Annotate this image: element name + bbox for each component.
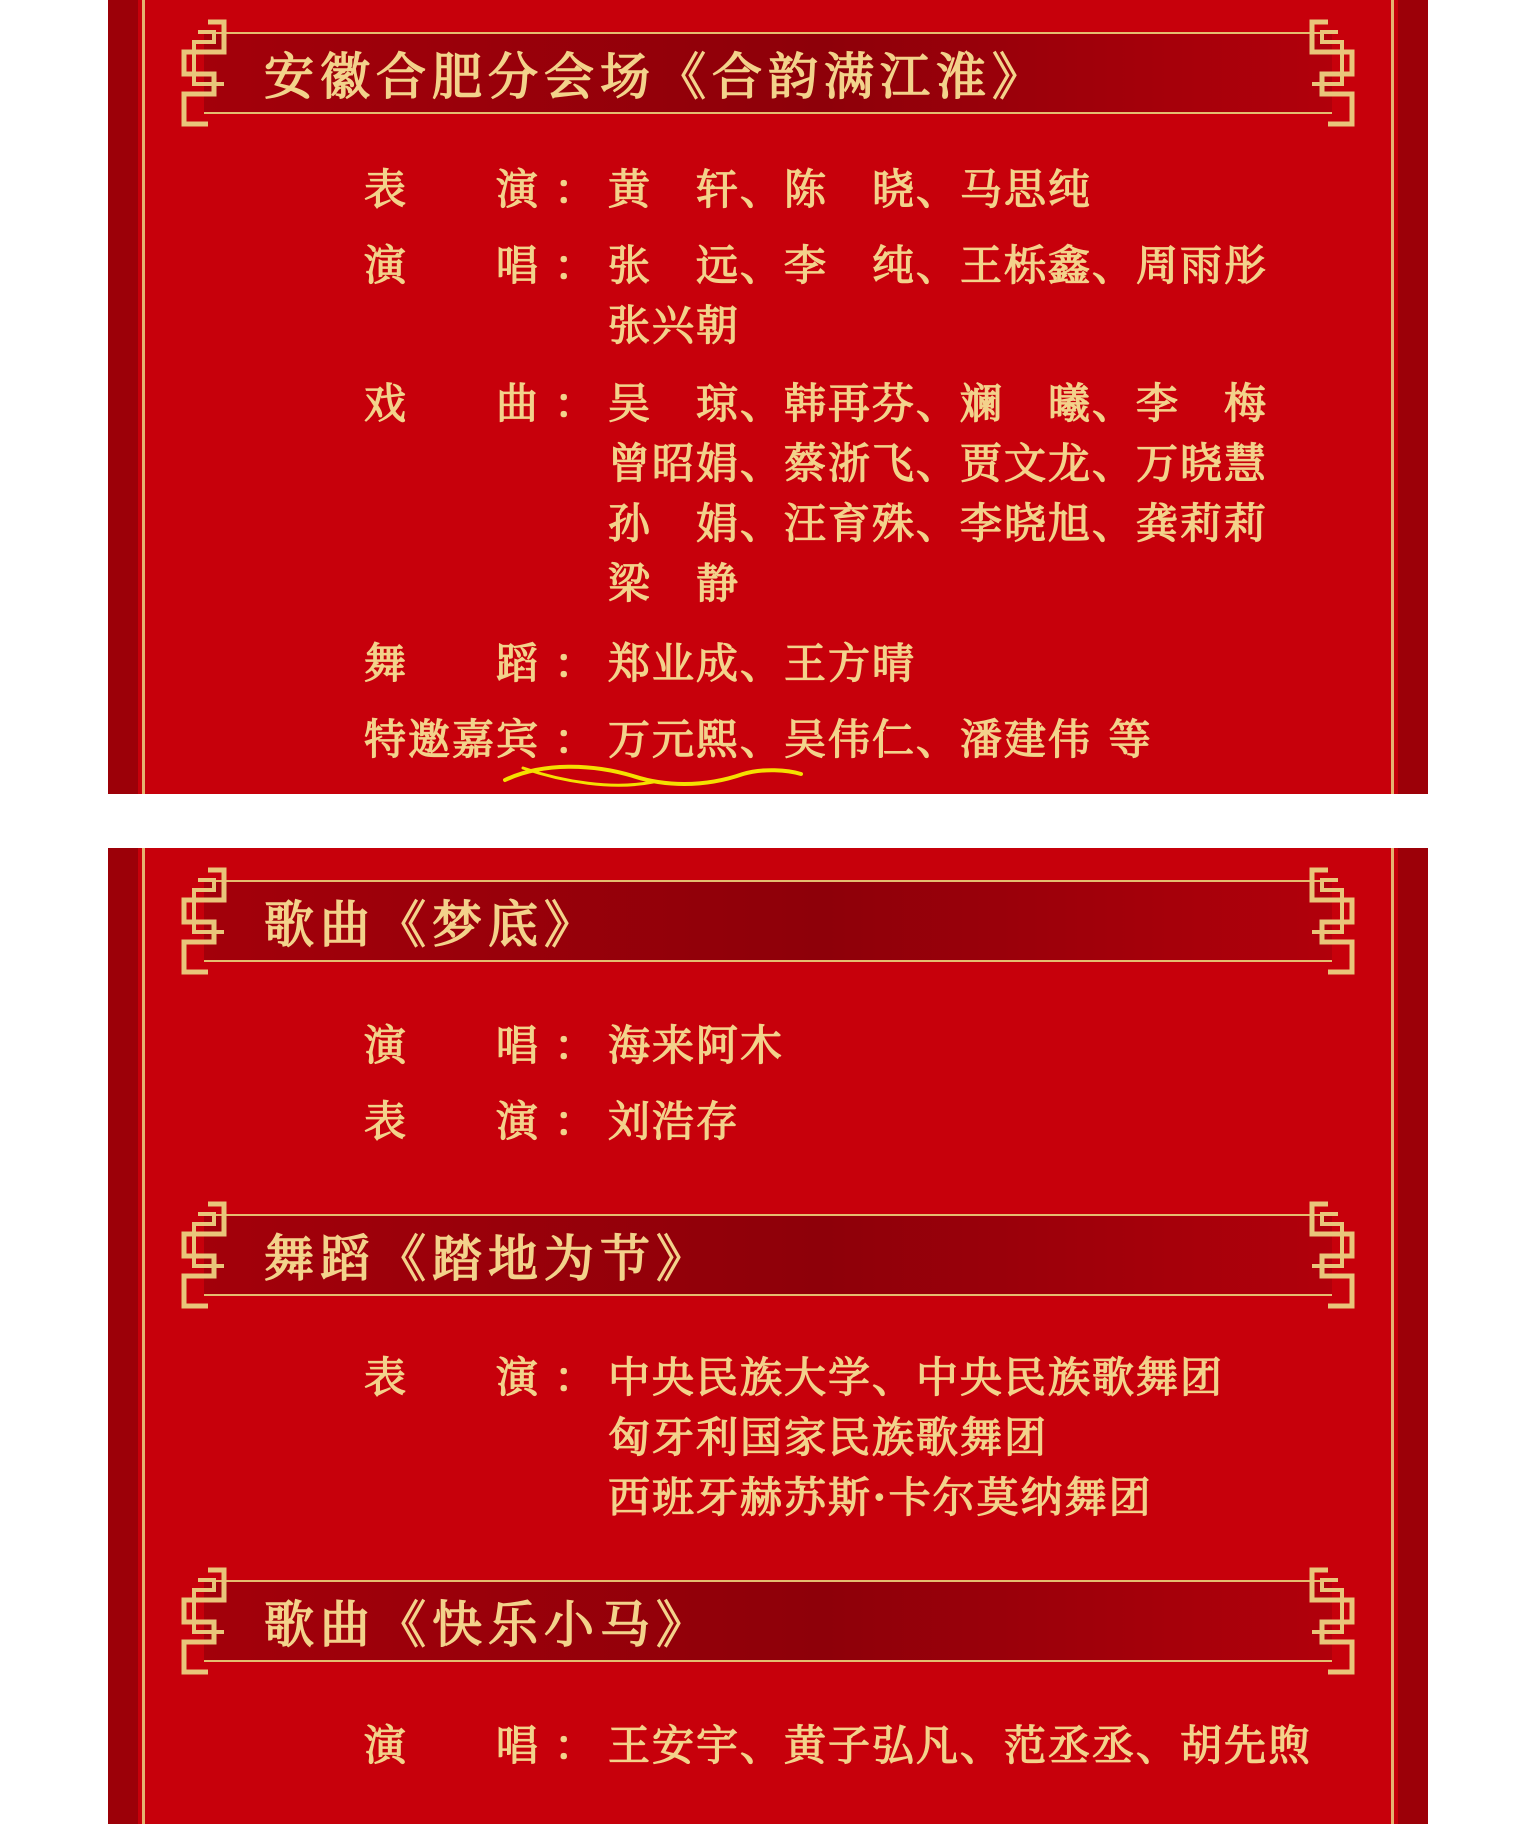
credit-colon: ： xyxy=(554,639,597,688)
credit-names: 曾昭娟、蔡浙飞、贾文龙、万晓慧 xyxy=(608,439,1269,488)
credit-names: 匈牙利国家民族歌舞团 xyxy=(608,1413,1049,1462)
credit-colon: ： xyxy=(554,165,597,214)
section-title: 歌曲《梦底》 xyxy=(264,895,600,954)
fret-ornament-icon xyxy=(1306,1200,1368,1310)
credit-names: 海来阿木 xyxy=(608,1021,785,1070)
credit-label: 戏 曲 xyxy=(364,379,541,428)
credits-panel-bottom xyxy=(108,848,1428,1824)
credit-colon: ： xyxy=(554,379,597,428)
credits-panel-top xyxy=(108,0,1428,794)
credit-names: 郑业成、王方晴 xyxy=(608,639,917,688)
credit-label: 舞 蹈 xyxy=(364,639,541,688)
credit-names: 孙 娟、汪育殊、李晓旭、龚莉莉 xyxy=(608,499,1269,548)
section-banner xyxy=(168,1566,1368,1676)
credit-label: 演 唱 xyxy=(364,1021,541,1070)
credit-colon: ： xyxy=(554,241,597,290)
section-banner xyxy=(168,18,1368,128)
fret-ornament-icon xyxy=(1306,1566,1368,1676)
credit-names: 中央民族大学、中央民族歌舞团 xyxy=(608,1353,1225,1402)
right-gold-line xyxy=(1391,0,1394,794)
fret-ornament-icon xyxy=(1306,866,1368,976)
credit-label: 表 演 xyxy=(364,1097,541,1146)
credit-names: 张 远、李 纯、王栎鑫、周雨彤 xyxy=(608,241,1269,290)
credit-colon: ： xyxy=(554,1721,597,1770)
credit-colon: ： xyxy=(554,715,597,764)
section-title: 舞蹈《踏地为节》 xyxy=(264,1229,712,1288)
right-rail xyxy=(1398,0,1428,794)
right-rail xyxy=(1398,848,1428,1824)
credit-names: 刘浩存 xyxy=(608,1097,741,1146)
section-banner xyxy=(168,866,1368,976)
fret-ornament-icon xyxy=(168,18,230,128)
credit-names: 西班牙赫苏斯·卡尔莫纳舞团 xyxy=(608,1473,1153,1522)
left-rail xyxy=(108,0,138,794)
credit-colon: ： xyxy=(554,1021,597,1070)
fret-ornament-icon xyxy=(168,1200,230,1310)
fret-ornament-icon xyxy=(1306,18,1368,128)
left-gold-line xyxy=(142,0,145,794)
left-rail xyxy=(108,848,138,1824)
credit-names: 张兴朝 xyxy=(608,301,741,350)
section-banner xyxy=(168,1200,1368,1310)
right-gold-line xyxy=(1391,848,1394,1824)
credit-label: 演 唱 xyxy=(364,241,541,290)
credit-colon: ： xyxy=(554,1097,597,1146)
credit-names: 万元熙、吴伟仁、潘建伟 等 xyxy=(608,715,1153,764)
fret-ornament-icon xyxy=(168,1566,230,1676)
section-title: 歌曲《快乐小马》 xyxy=(264,1595,712,1654)
credit-label: 表 演 xyxy=(364,165,541,214)
credit-names: 王安宇、黄子弘凡、范丞丞、胡先煦 xyxy=(608,1721,1313,1770)
credit-label: 特邀嘉宾 xyxy=(364,715,541,764)
credit-names: 黄 轩、陈 晓、马思纯 xyxy=(608,165,1093,214)
credit-label: 演 唱 xyxy=(364,1721,541,1770)
credit-label: 表 演 xyxy=(364,1353,541,1402)
credit-names: 吴 琼、韩再芬、斓 曦、李 梅 xyxy=(608,379,1269,428)
credit-names: 梁 静 xyxy=(608,559,741,608)
section-title: 安徽合肥分会场《合韵满江淮》 xyxy=(264,47,1048,106)
fret-ornament-icon xyxy=(168,866,230,976)
highlight-underline-mark xyxy=(503,752,803,792)
credit-colon: ： xyxy=(554,1353,597,1402)
left-gold-line xyxy=(142,848,145,1824)
